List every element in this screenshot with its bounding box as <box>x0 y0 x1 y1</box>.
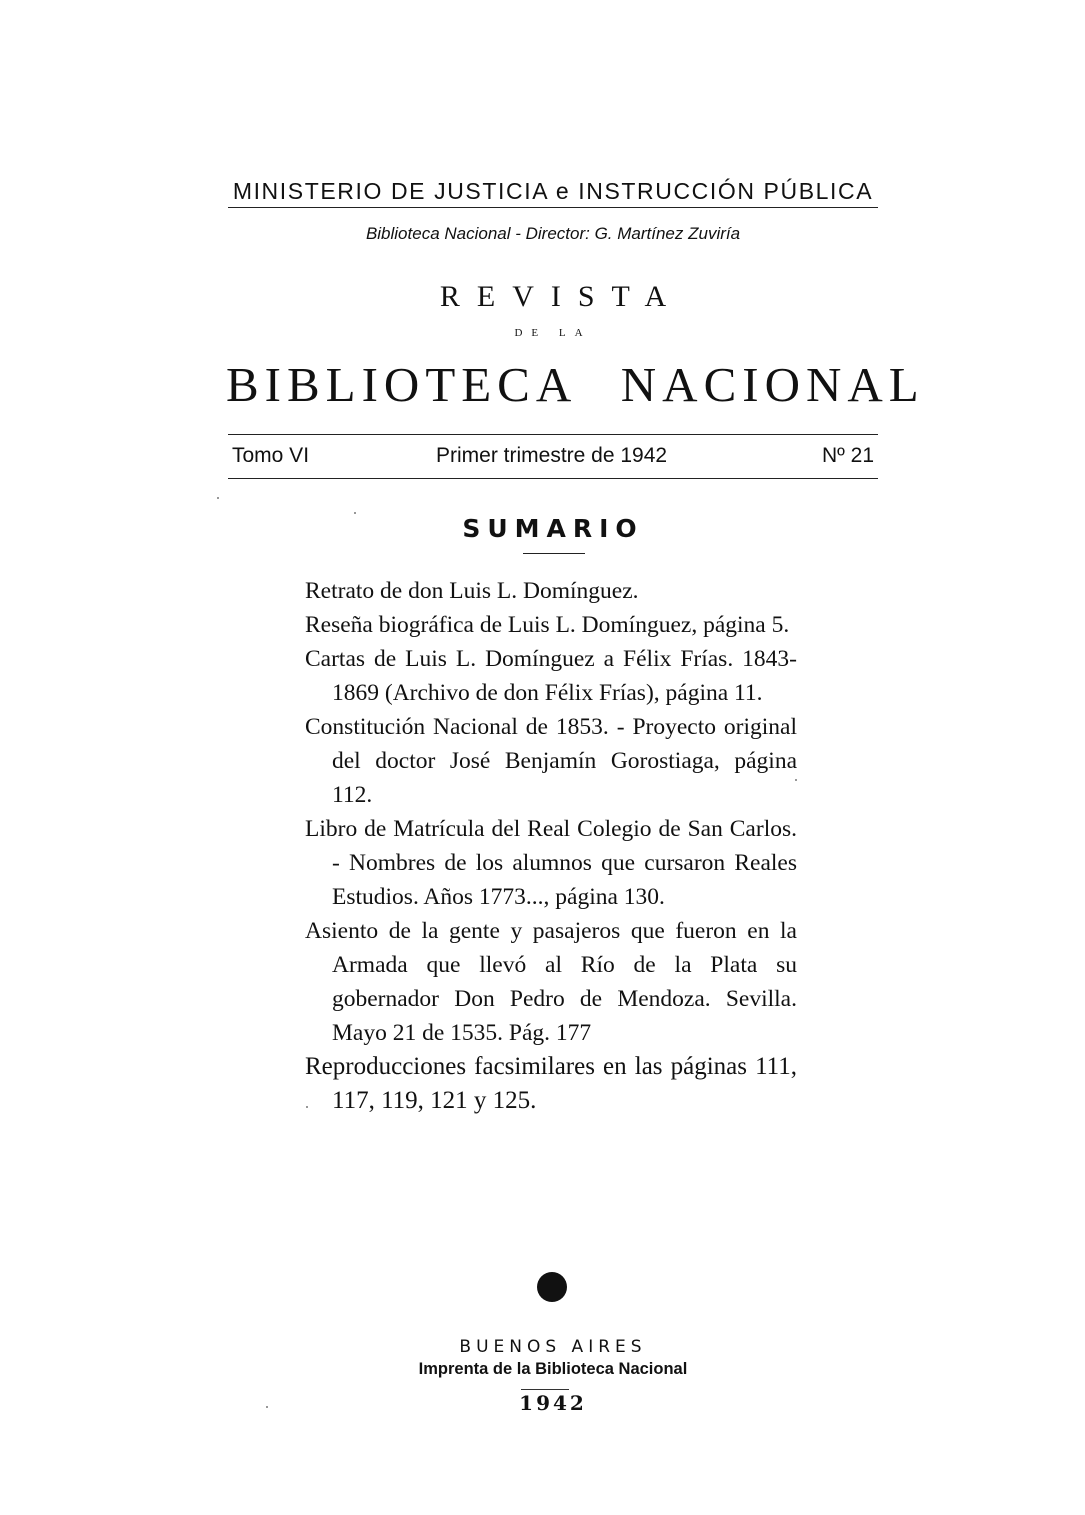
scan-speck <box>266 1406 268 1408</box>
scan-speck <box>795 779 797 781</box>
publication-title: BIBLIOTECA NACIONAL <box>226 357 925 412</box>
ornament-dot <box>537 1272 567 1302</box>
contents-heading-rule <box>523 553 585 554</box>
imprint-printer: Imprenta de la Biblioteca Nacional <box>418 1360 688 1378</box>
top-rule <box>228 434 878 435</box>
contents-item: Libro de Matrícula del Real Colegio de San Carlos. - Nombres de los alumnos que cursaron Reales Estudios. Años 1773..., página 130. <box>305 816 797 910</box>
contents-heading: SUMARIO <box>462 514 644 543</box>
contents-list <box>305 574 797 1118</box>
imprint-year: 1942 <box>519 1391 587 1415</box>
director-line: Biblioteca Nacional - Director: G. Martínez Zuviría <box>365 224 741 243</box>
year-rule <box>521 1389 569 1390</box>
scan-speck <box>306 1106 308 1108</box>
ministry-header: MINISTERIO DE JUSTICIA e INSTRUCCIÓN PÚBLICA <box>228 178 878 208</box>
period-label: Primer trimestre de 1942 <box>436 444 668 467</box>
contents-item: Retrato de don Luis L. Domínguez. <box>305 578 639 604</box>
scan-speck <box>354 512 356 514</box>
contents-item: Reproducciones facsimilares en las páginas 111, 117, 119, 121 y 125. <box>305 1053 797 1114</box>
contents-item: Constitución Nacional de 1853. - Proyecto original del doctor José Benjamín Gorostiaga, página 112. <box>305 714 797 808</box>
scan-speck <box>217 497 219 499</box>
bottom-rule <box>228 478 878 479</box>
contents-item: Cartas de Luis L. Domínguez a Félix Frías. 1843-1869 (Archivo de don Félix Frías), página 11. <box>305 646 797 706</box>
de-la-label: DE LA <box>514 327 592 339</box>
volume-label: Tomo VI <box>232 444 310 467</box>
contents-item: Reseña biográfica de Luis L. Domínguez, página 5. <box>305 612 790 638</box>
revista-label: REVISTA <box>439 280 684 313</box>
imprint-city: BUENOS AIRES <box>459 1337 647 1357</box>
issue-number: Nº 21 <box>821 444 874 467</box>
contents-item: Asiento de la gente y pasajeros que fueron en la Armada que llevó al Río de la Plata su gobernador Don Pedro de Mendoza. Sevilla. Mayo 21 de 1535. Pág. 177 <box>305 918 797 1046</box>
